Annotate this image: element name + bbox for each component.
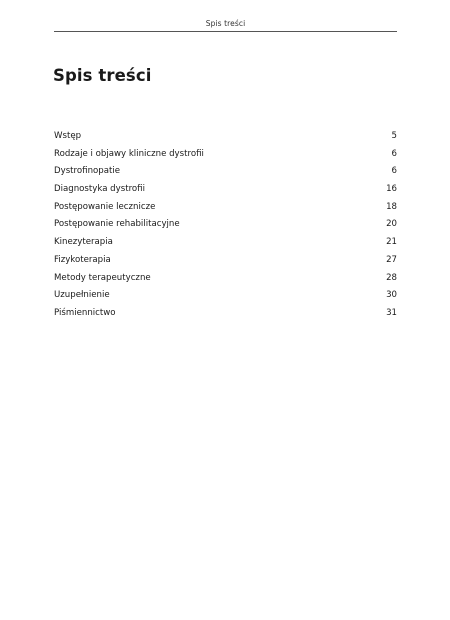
toc-entry-page: 30 [386, 290, 397, 301]
toc-entry-page: 31 [386, 307, 397, 318]
toc-entry-label: Wstęp [54, 131, 82, 141]
toc-entry-page: 5 [391, 131, 397, 141]
toc-entry-uzupelnienie [54, 287, 397, 305]
toc-entry-rodzaje [54, 146, 397, 164]
toc-entry-label: Diagnostyka dystrofii [54, 184, 145, 195]
toc-entry-label: Dystrofinopatie [54, 166, 121, 177]
toc-entry-label: Uzupełnienie [54, 290, 110, 301]
toc-entry-page: 6 [391, 148, 397, 159]
toc-entry-label: Rodzaje i objawy kliniczne dystrofii [54, 148, 204, 159]
toc-entry-page: 20 [386, 219, 397, 230]
toc-entry-diagnostyka [54, 181, 397, 199]
toc-entry-page: 21 [386, 237, 397, 248]
toc-entry-label: Metody terapeutyczne [54, 272, 151, 283]
toc-entry-page: 16 [386, 184, 397, 195]
toc-entry-postepowanie-lecznicze [54, 199, 397, 217]
toc-entry-page: 6 [391, 166, 397, 177]
toc-entry-metody-terapeutyczne [54, 270, 397, 288]
toc-entry-label: Postępowanie rehabilitacyjne [54, 219, 180, 230]
toc-entry-label: Piśmiennictwo [54, 307, 116, 318]
page-title: Spis treści [53, 66, 152, 85]
table-of-contents [54, 128, 397, 323]
toc-entry-label: Kinezyterapia [54, 237, 113, 248]
toc-entry-wstep [54, 128, 397, 146]
toc-entry-page: 27 [386, 254, 397, 265]
toc-entry-label: Postępowanie lecznicze [54, 201, 156, 212]
toc-entry-fizykoterapia [54, 252, 397, 270]
toc-entry-pismiennictwo [54, 305, 397, 323]
toc-entry-kinezyterapia [54, 234, 397, 252]
toc-entry-postepowanie-rehabilitacyjne [54, 216, 397, 234]
toc-entry-dystrofinopatie [54, 163, 397, 181]
header-rule [54, 31, 397, 32]
toc-entry-page: 18 [386, 201, 397, 212]
toc-entry-page: 28 [386, 272, 397, 283]
running-header: Spis treści [205, 19, 246, 28]
toc-entry-label: Fizykoterapia [54, 254, 111, 265]
